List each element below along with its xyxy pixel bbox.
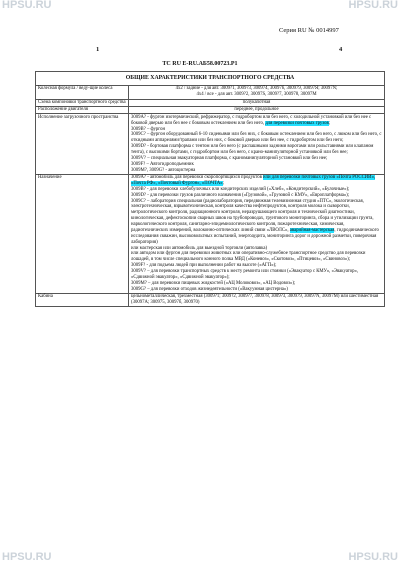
text-run: или автодом или фургон для перевозки животных или оперативно-служебное транспортное средство для перевозки лошадей, в том числе специального конного полка МВД («Коневоз», «Скотовоз», «Птицевоз», «Свиновоз»); [131, 251, 366, 263]
table-row [36, 107, 385, 114]
text-run: 3009F? - для подъема людей при выполнении работ на высоте («АГП»); [131, 263, 277, 269]
purpose-item [131, 175, 382, 187]
wheel-formula-line: 4x2 / задние - для авт. 3009?1, 3009?3, 300974, 30097б, 300979, 30097Я; 30097N; [175, 86, 338, 92]
purpose-item [131, 199, 382, 246]
watermark-bottom-right: HPSU.RU [348, 551, 398, 563]
row-label-body: Исполнение загрузочного пространства [36, 114, 129, 174]
body-variant-item [131, 168, 382, 174]
watermark-top-left: HPSU.RU [2, 0, 52, 11]
row-label-cab: Кабина [36, 293, 129, 306]
row-label-engine: Расположение двигателя [36, 107, 129, 114]
watermark-bottom-left: HPSU.RU [2, 551, 52, 563]
table-row [36, 86, 385, 99]
text-run: 3009F? – Автогидроподъемник [131, 161, 194, 167]
row-value-cab: цельнометаллическая, трехместная (3009?1; 3009?2, 3009?7, 300978, 3009?3, 300979, 30097N, 30097M) или шестиместная (30097A; 300975, 30097б, 300970) [129, 293, 385, 306]
text-run: ; [222, 180, 224, 186]
purpose-item [131, 269, 382, 281]
row-value-layout: полукапотная [129, 99, 385, 106]
row-value-wheel-formula [129, 86, 385, 99]
highlighted-text: для перевозки почтовых грузов [265, 120, 329, 126]
row-value-body [129, 114, 385, 174]
table-row [36, 174, 385, 293]
text-run: 3009V? – для перевозки транспортных средств к месту ремонта или стоянки («Эвакуатор с КМУ», «Эвакуатор», «Сдвижной эвакуатор», «Сдвижной эвакуатор»); [131, 269, 359, 280]
row-value-purpose [129, 174, 385, 293]
characteristics-table [35, 71, 385, 307]
document-number: ТС RU E-RU.АБ58.00723.P1 [162, 61, 238, 67]
text-run: 3009D? - для перевозки грузов различного назначения («Грузовой», «Грузовой с КМУ», «Европлатформа»); [131, 192, 350, 198]
highlighted-text: аварийная-мастерская [289, 227, 335, 233]
text-run: 3009М? – для перевозки пищевых жидкостей («АЦ Молоковоз», «АЦ Водовоз»); [131, 280, 296, 286]
text-run: 3009D? - бортовая платформа с тентом или без него (с распашными задними воротами или рольставнями или клапаном тента), с высокими бортами, с гидробортом или без него, с крано-манипуляторной установкой или без нее; [131, 144, 374, 156]
table-row [36, 293, 385, 306]
text-run: 3009В? - для перевозки хлебобулочных или кондитерских изделий («Хлеб», «Кондитерский», «Булочные»); [131, 186, 350, 192]
body-variant-item [131, 144, 382, 156]
text-run: 3009С? – фургон оборудованный 6-10 сиденьями или без них, с боковым остеклением или без него, с люком или без него, с откидными аппарелями/трапами или без них, с боковой дверью или без нее, с гидробортом или без него; [131, 132, 382, 144]
serial-number: Серия RU № 0014997 [279, 27, 339, 34]
table-row [36, 114, 385, 174]
row-label-wheel-formula: Колесная формула / веду-щие колеса [36, 86, 129, 99]
purpose-item [131, 287, 382, 293]
text-run: 3009V? – специальная эвакуаторная платформа, с краноманипуляторной установкой или без нее; [131, 155, 328, 161]
section-title: ОБЩИЕ ХАРАКТЕРИСТИКИ ТРАНСПОРТНОГО СРЕДСТВА [36, 72, 385, 86]
text-run: , гидродинамического исследования скважин, высоковольтных испытаний, энергоаудита, мониторинга дорог и дорожной разметки, поверочная лаборатория) [131, 227, 379, 245]
wheel-formula-line: 4x4 / все - для авт. 3009?2, 30097S, 3009?7, 300978, 30097M [196, 92, 317, 98]
row-label-purpose: Назначение [36, 174, 129, 293]
watermark-top-right: HPSU.RU [348, 0, 398, 11]
row-value-engine: переднее, продольное [129, 107, 385, 114]
page-number-right: 4 [339, 46, 343, 53]
highlighted-text: или для перевозки почтовых грузов «Почта РОССИИ», «Почта РФ», «Почтовый Фургон», «ПОЧТА» [131, 175, 376, 186]
row-label-layout: Схема компоновки транспортного средства [36, 99, 129, 106]
text-run: ; [328, 120, 331, 126]
text-run: 3009М?, 3009G? - автоцистерна [131, 167, 196, 173]
body-variant-item [131, 132, 382, 144]
text-run: 3009С? – лаборатория специальная (радиолаборатория, передвижная телевизионная студия «ПТС», экологическая, электротехническая, взрывотехническая, контроля качества нефтепродуктов, контроля молока и сыворотки, метрологического контроля, радиационного контроля, неразрушающего контроля и технической диагностики, кинологическая, дефектоскопии сварных швов на трубопроводах, грунтового мониторинга, сбора и утилизации грунта, наркологического контроля, санитарно-эпидемиологического контроля, пожаротехническая, химическая, радиотехнических измерений, волоконно-оптических линий связи «ЛВОЛС», [131, 198, 374, 233]
text-run: 3009А? - автомобиль для перевозки скоропортящихся продуктов [131, 175, 264, 181]
text-run: или мастерская или автомобиль для выездной торговли (автолавка) [131, 245, 268, 251]
page-number-left: 1 [96, 46, 100, 53]
purpose-item [131, 251, 382, 263]
text-run: 3009В? – фургон [131, 126, 165, 132]
text-run: 3009G? – для перевозки отходов жизнедеятельности («Вакуумная цистерна») [131, 286, 288, 292]
table-row [36, 99, 385, 106]
text-run: 3009А? - фургон изотермический, рефрижератор, с гидробортом или без него, с холодильной установкой или без нее с боковой дверью или без нее с боковым остеклением или без него, [131, 114, 372, 126]
body-variant-item [131, 115, 382, 127]
